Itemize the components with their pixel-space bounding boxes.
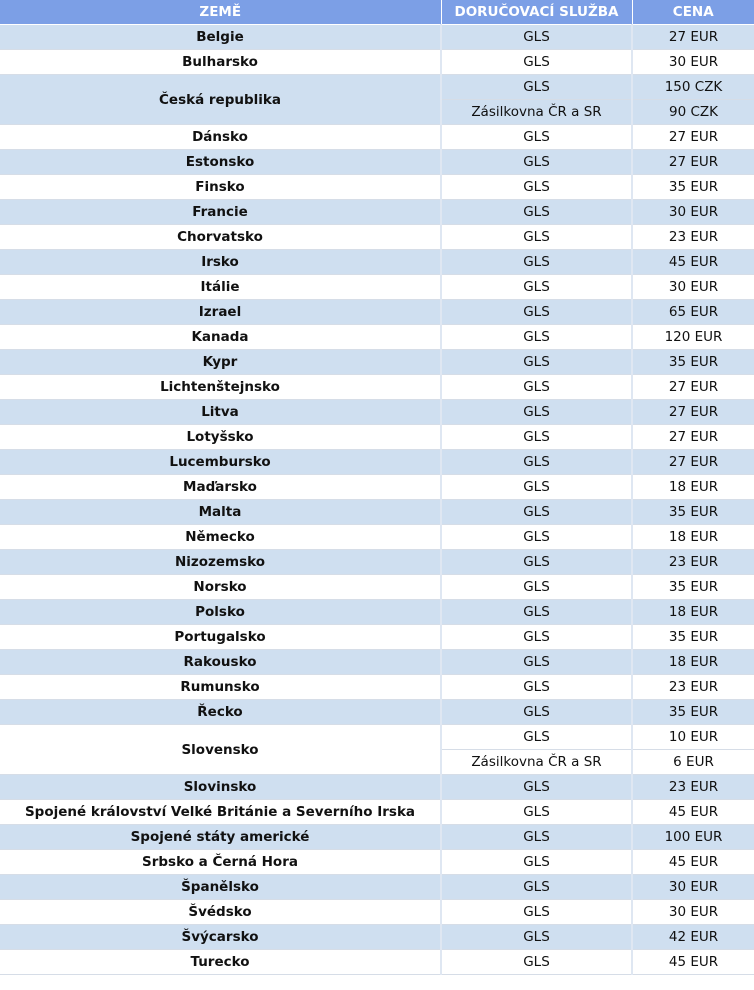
table-header [0, 0, 754, 25]
table-row [0, 900, 754, 925]
price-cell: 30 EUR [632, 50, 754, 75]
country-cell: Lotyšsko [0, 425, 441, 450]
price-cell: 27 EUR [632, 375, 754, 400]
service-cell: GLS [441, 400, 632, 425]
price-cell: 35 EUR [632, 625, 754, 650]
table-row [0, 725, 754, 750]
price-cell: 23 EUR [632, 225, 754, 250]
table-row [0, 525, 754, 550]
country-cell: Slovinsko [0, 775, 441, 800]
price-cell: 35 EUR [632, 175, 754, 200]
table-row [0, 800, 754, 825]
country-cell: Francie [0, 200, 441, 225]
price-cell: 27 EUR [632, 425, 754, 450]
price-cell: 18 EUR [632, 475, 754, 500]
price-cell: 35 EUR [632, 350, 754, 375]
service-cell: GLS [441, 925, 632, 950]
country-cell: Itálie [0, 275, 441, 300]
table-row [0, 250, 754, 275]
country-cell: Dánsko [0, 125, 441, 150]
price-cell: 30 EUR [632, 275, 754, 300]
service-cell: GLS [441, 550, 632, 575]
table-row [0, 375, 754, 400]
country-cell: Kypr [0, 350, 441, 375]
price-cell: 150 CZK [632, 75, 754, 100]
country-cell: Polsko [0, 600, 441, 625]
table-row [0, 950, 754, 975]
table-row [0, 700, 754, 725]
price-cell: 30 EUR [632, 900, 754, 925]
table-row [0, 50, 754, 75]
price-cell: 65 EUR [632, 300, 754, 325]
service-cell: GLS [441, 800, 632, 825]
table-row [0, 675, 754, 700]
service-cell: GLS [441, 475, 632, 500]
price-cell: 27 EUR [632, 25, 754, 50]
country-cell: Belgie [0, 25, 441, 50]
table-body [0, 25, 754, 975]
service-cell: GLS [441, 150, 632, 175]
country-cell: Lichtenštejnsko [0, 375, 441, 400]
price-cell: 18 EUR [632, 600, 754, 625]
service-cell: Zásilkovna ČR a SR [441, 100, 632, 125]
table-row [0, 475, 754, 500]
table-row [0, 625, 754, 650]
country-cell: Malta [0, 500, 441, 525]
service-cell: GLS [441, 250, 632, 275]
price-cell: 10 EUR [632, 725, 754, 750]
country-cell: Estonsko [0, 150, 441, 175]
table-row [0, 425, 754, 450]
country-cell: Nizozemsko [0, 550, 441, 575]
country-cell: Maďarsko [0, 475, 441, 500]
service-cell: GLS [441, 450, 632, 475]
price-cell: 23 EUR [632, 775, 754, 800]
country-cell: Lucembursko [0, 450, 441, 475]
service-cell: GLS [441, 850, 632, 875]
table-row [0, 550, 754, 575]
country-cell: Litva [0, 400, 441, 425]
table-row [0, 150, 754, 175]
country-cell: Irsko [0, 250, 441, 275]
country-cell: Rakousko [0, 650, 441, 675]
service-cell: GLS [441, 575, 632, 600]
country-cell: Španělsko [0, 875, 441, 900]
price-cell: 23 EUR [632, 550, 754, 575]
table-row [0, 775, 754, 800]
price-cell: 45 EUR [632, 800, 754, 825]
service-cell: GLS [441, 825, 632, 850]
country-cell: Chorvatsko [0, 225, 441, 250]
service-cell: GLS [441, 900, 632, 925]
service-cell: GLS [441, 500, 632, 525]
service-cell: GLS [441, 125, 632, 150]
service-cell: GLS [441, 950, 632, 975]
service-cell: GLS [441, 300, 632, 325]
header-row [0, 0, 754, 25]
service-cell: GLS [441, 375, 632, 400]
country-cell: Spojené království Velké Británie a Severního Irska [0, 800, 441, 825]
price-cell: 18 EUR [632, 525, 754, 550]
service-cell: GLS [441, 50, 632, 75]
table-row [0, 600, 754, 625]
country-cell: Kanada [0, 325, 441, 350]
price-cell: 27 EUR [632, 150, 754, 175]
service-cell: GLS [441, 525, 632, 550]
country-cell: Bulharsko [0, 50, 441, 75]
table-row [0, 575, 754, 600]
table-row [0, 875, 754, 900]
service-cell: GLS [441, 425, 632, 450]
price-cell: 27 EUR [632, 450, 754, 475]
header-price: CENA [632, 0, 754, 25]
country-cell: Rumunsko [0, 675, 441, 700]
price-cell: 18 EUR [632, 650, 754, 675]
table-row [0, 450, 754, 475]
service-cell: Zásilkovna ČR a SR [441, 750, 632, 775]
service-cell: GLS [441, 725, 632, 750]
service-cell: GLS [441, 600, 632, 625]
country-cell: Srbsko a Černá Hora [0, 850, 441, 875]
country-cell: Turecko [0, 950, 441, 975]
table-row [0, 75, 754, 100]
service-cell: GLS [441, 625, 632, 650]
country-cell: Česká republika [0, 75, 441, 125]
table-row [0, 200, 754, 225]
price-cell: 6 EUR [632, 750, 754, 775]
price-cell: 30 EUR [632, 200, 754, 225]
service-cell: GLS [441, 275, 632, 300]
country-cell: Portugalsko [0, 625, 441, 650]
table-row [0, 125, 754, 150]
table-row [0, 175, 754, 200]
country-cell: Řecko [0, 700, 441, 725]
price-cell: 30 EUR [632, 875, 754, 900]
country-cell: Švédsko [0, 900, 441, 925]
country-cell: Švýcarsko [0, 925, 441, 950]
service-cell: GLS [441, 225, 632, 250]
table-row [0, 500, 754, 525]
table-row [0, 325, 754, 350]
table-row [0, 650, 754, 675]
country-cell: Spojené státy americké [0, 825, 441, 850]
price-cell: 35 EUR [632, 500, 754, 525]
price-cell: 35 EUR [632, 575, 754, 600]
price-cell: 45 EUR [632, 950, 754, 975]
table-row [0, 225, 754, 250]
table-row [0, 925, 754, 950]
table-row [0, 350, 754, 375]
header-service: DORUČOVACÍ SLUŽBA [441, 0, 632, 25]
service-cell: GLS [441, 75, 632, 100]
service-cell: GLS [441, 175, 632, 200]
table-row [0, 275, 754, 300]
service-cell: GLS [441, 700, 632, 725]
price-cell: 45 EUR [632, 250, 754, 275]
price-cell: 27 EUR [632, 125, 754, 150]
service-cell: GLS [441, 350, 632, 375]
price-cell: 120 EUR [632, 325, 754, 350]
price-cell: 42 EUR [632, 925, 754, 950]
service-cell: GLS [441, 775, 632, 800]
table-row [0, 825, 754, 850]
service-cell: GLS [441, 200, 632, 225]
service-cell: GLS [441, 650, 632, 675]
table-row [0, 400, 754, 425]
price-cell: 27 EUR [632, 400, 754, 425]
service-cell: GLS [441, 675, 632, 700]
service-cell: GLS [441, 325, 632, 350]
country-cell: Slovensko [0, 725, 441, 775]
country-cell: Finsko [0, 175, 441, 200]
price-cell: 45 EUR [632, 850, 754, 875]
price-cell: 35 EUR [632, 700, 754, 725]
country-cell: Norsko [0, 575, 441, 600]
header-country: ZEMĚ [0, 0, 441, 25]
country-cell: Německo [0, 525, 441, 550]
service-cell: GLS [441, 25, 632, 50]
price-cell: 100 EUR [632, 825, 754, 850]
table-row [0, 300, 754, 325]
service-cell: GLS [441, 875, 632, 900]
table-row [0, 850, 754, 875]
price-cell: 90 CZK [632, 100, 754, 125]
country-cell: Izrael [0, 300, 441, 325]
table-row [0, 25, 754, 50]
price-cell: 23 EUR [632, 675, 754, 700]
